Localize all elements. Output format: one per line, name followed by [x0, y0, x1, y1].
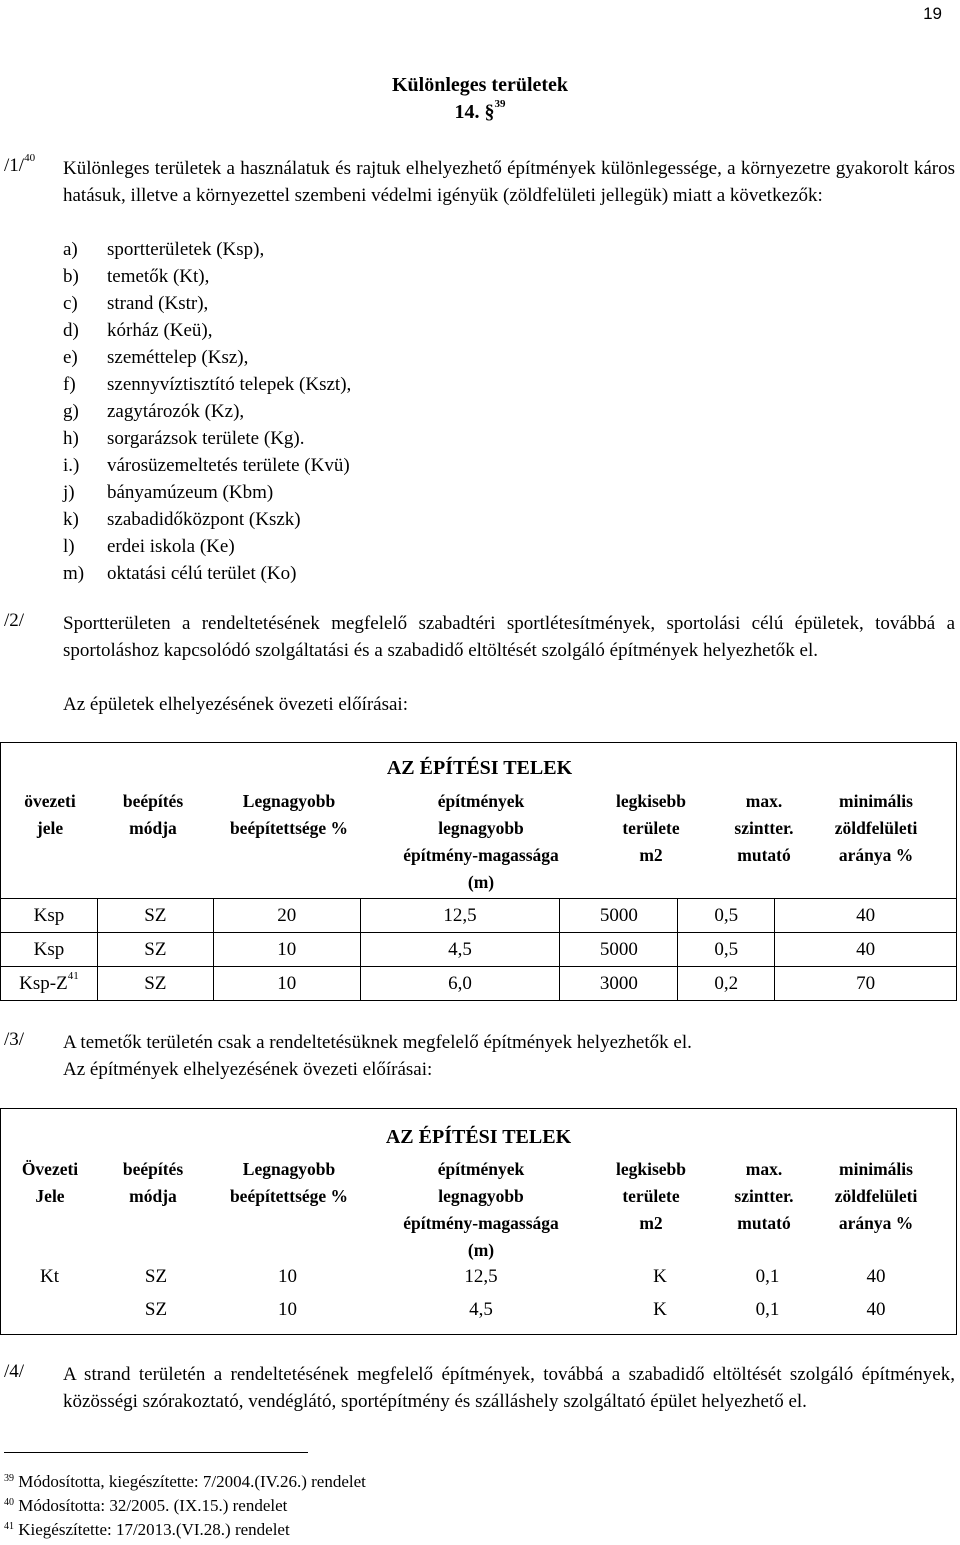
- zone-list-label: l): [63, 536, 75, 557]
- zone-list-label: a): [63, 239, 78, 260]
- zone-list-text: szabadidőközpont (Kszk): [107, 509, 301, 530]
- zone-list-text: temetők (Kt),: [107, 266, 210, 287]
- paragraph-3-text: A temetők területén csak a rendeltetésüknek megfelelő építmények helyezhetők el.: [63, 1032, 692, 1053]
- zone-list-label: e): [63, 347, 78, 368]
- footnote-41: $^{41}$ Kiegészítette: 17/2013.(VI.28.) rendelet: [4, 1520, 290, 1539]
- zone-list-label: h): [63, 428, 79, 449]
- table2-header-cell: max. szintter. mutató: [734, 1159, 794, 1233]
- footnote-separator: [4, 1452, 308, 1453]
- table-cell: SZ: [144, 1266, 168, 1287]
- zone-list-label: m): [63, 563, 85, 584]
- table2-header-cell: minimális zöldfelületi aránya %: [834, 1159, 918, 1233]
- table-cell: 40: [866, 1299, 886, 1320]
- zone-list-item: [63, 452, 351, 479]
- table-cell: 5000: [560, 899, 678, 933]
- zone-list-item: [63, 425, 351, 452]
- paragraph-3-subtext: Az építmények elhelyezésének övezeti előírásai:: [63, 1059, 433, 1080]
- zone-list-item: [63, 398, 351, 425]
- table-cell: SZ: [97, 899, 213, 933]
- table-cell: K: [653, 1266, 667, 1287]
- table-2-group-title: AZ ÉPÍTÉSI TELEK: [385, 1126, 572, 1148]
- table1-header-cell: minimális zöldfelületi aránya %: [834, 791, 918, 865]
- table1-header-cell: övezeti jele: [24, 791, 76, 838]
- zone-list: [63, 236, 351, 587]
- table-cell: 5000: [560, 933, 678, 967]
- table2-header-cell: beépítés módja: [122, 1159, 184, 1206]
- table-cell: Ksp: [1, 899, 98, 933]
- table-cell: 40: [866, 1266, 886, 1287]
- zone-list-text: szennyvíztisztító telepek (Kszt),: [107, 374, 352, 395]
- zone-list-label: f): [63, 374, 76, 395]
- table1-header-cell: Legnagyobb beépítettsége %: [229, 791, 349, 838]
- table-cell: 6,0: [360, 967, 560, 1001]
- table1-header-cell: beépítés módja: [122, 791, 184, 838]
- table-cell: 10: [213, 967, 360, 1001]
- zone-list-text: szeméttelep (Ksz),: [107, 347, 249, 368]
- table1-header-cell: legkisebb területe m2: [615, 791, 687, 865]
- section-sign: §: [484, 101, 495, 123]
- zone-list-text: oktatási célú terület (Ko): [107, 563, 297, 584]
- zone-list-item: [63, 560, 351, 587]
- section-heading: [0, 98, 960, 124]
- table-cell: Ksp-$Z^{41}$: [1, 967, 98, 1001]
- zone-list-label: b): [63, 266, 79, 287]
- zone-list-item: [63, 506, 351, 533]
- zone-list-item: [63, 479, 351, 506]
- table-cell: 40: [775, 899, 957, 933]
- zone-list-text: kórház (Keü),: [107, 320, 213, 341]
- table-cell: 10: [278, 1266, 297, 1287]
- paragraph-1-text: Különleges területek a használatuk és rajtuk elhelyezhető építmények különlegessége, a környezetre gyakorolt káros hatásuk, illetve a környezettel szembeni védelmi igényük (zöldfelületi jellegük) miatt a következők:: [63, 158, 955, 206]
- zone-list-text: erdei iskola (Ke): [107, 536, 235, 557]
- table-cell: 4,5: [469, 1299, 493, 1320]
- zone-list-label: d): [63, 320, 79, 341]
- table-cell: Ksp: [1, 933, 98, 967]
- footnote-ref-41: 41: [67, 969, 79, 982]
- zoning-table-2: [0, 1108, 957, 1335]
- table-cell: 10: [213, 933, 360, 967]
- footnote-ref-39: 39: [494, 98, 506, 110]
- table2-header-cell: Legnagyobb beépítettsége %: [229, 1159, 349, 1206]
- table-cell: 0,5: [678, 899, 775, 933]
- paragraph-2-text: Sportterületen a rendeltetésének megfelelő szabadtéri sportlétesítmények, sportolási célú épületek, továbbá a sportoláshoz kapcsolódó szolgáltatási és a szabadidő eltöltését szolgáló építmények helyezhetők el.: [63, 613, 955, 661]
- table-cell: SZ: [97, 933, 213, 967]
- table-cell: 20: [213, 899, 360, 933]
- table-cell: 0,5: [678, 933, 775, 967]
- table-cell: 0,1: [755, 1299, 780, 1320]
- zone-list-label: i.): [63, 455, 80, 476]
- table-cell: 0,2: [678, 967, 775, 1001]
- table-cell: 0,1: [755, 1266, 780, 1287]
- table-cell: 12,5: [360, 899, 560, 933]
- table-row: [1, 967, 957, 1001]
- zone-list-label: c): [63, 293, 78, 314]
- table-cell: SZ: [97, 967, 213, 1001]
- zone-list-item: [63, 344, 351, 371]
- paragraph-4-text: A strand területén a rendeltetésének megfelelő építmények, továbbá a szabadidő eltöltését szolgáló építmények, közösségi szórakoztató, vendéglátó, sportépítmény és szálláshely szolgáltató épület helyezhető el.: [63, 1364, 955, 1412]
- zone-list-text: zagytározók (Kz),: [107, 401, 245, 422]
- zone-list-item: [63, 236, 351, 263]
- footnote-39: $^{39}$ Módosította, kiegészítette: 7/2004.(IV.26.) rendelet: [4, 1472, 366, 1491]
- zone-list-text: sorgarázsok területe (Kg).: [107, 428, 305, 449]
- table-row: [1, 899, 957, 933]
- section-title: Különleges területek: [391, 74, 569, 96]
- table1-header-cell: építmények legnagyobb építmény-magassága (m): [403, 791, 559, 892]
- paragraph-2-subtext: Az épületek elhelyezésének övezeti előírásai:: [63, 694, 408, 715]
- zone-list-label: k): [63, 509, 79, 530]
- zone-list-text: sportterületek (Ksp),: [107, 239, 265, 260]
- page-number: 19: [923, 4, 942, 23]
- table-cell: 12,5: [464, 1266, 498, 1287]
- zone-list-text: bányamúzeum (Kbm): [107, 482, 274, 503]
- table2-header-cell: Övezeti Jele: [21, 1159, 79, 1206]
- paragraph-2-number: /2/: [4, 610, 25, 631]
- zone-list-text: városüzemeltetés területe (Kvü): [107, 455, 350, 476]
- zone-list-item: [63, 317, 351, 344]
- paragraph-3-number: /3/: [4, 1029, 25, 1050]
- zone-list-text: strand (Kstr),: [107, 293, 209, 314]
- table-cell: 40: [775, 933, 957, 967]
- section-number: 14.: [454, 101, 480, 123]
- paragraph-4-number: /4/: [4, 1361, 25, 1382]
- table-cell: SZ: [144, 1299, 168, 1320]
- table-cell: K: [653, 1299, 667, 1320]
- table-1-header: [1, 743, 957, 899]
- zone-list-item: [63, 290, 351, 317]
- zone-list-label: g): [63, 401, 79, 422]
- table2-header-cell: építmények legnagyobb építmény-magassága (m): [403, 1159, 559, 1260]
- zone-list-label: j): [63, 482, 75, 503]
- footnote-40: $^{40}$ Módosította: 32/2005. (IX.15.) rendelet: [4, 1496, 288, 1515]
- zoning-table-1: [0, 742, 957, 1001]
- paragraph-1-number: /1/$^{40}$: [4, 152, 36, 176]
- table2-header-cell: legkisebb területe m2: [615, 1159, 687, 1233]
- table-cell: 4,5: [360, 933, 560, 967]
- table-1-group-title: AZ ÉPÍTÉSI TELEK: [386, 757, 573, 779]
- table-cell: 10: [278, 1299, 297, 1320]
- zone-list-item: [63, 371, 351, 398]
- zone-list-item: [63, 263, 351, 290]
- table1-header-cell: max. szintter. mutató: [734, 791, 794, 865]
- table-cell: 3000: [560, 967, 678, 1001]
- table-cell: Kt: [40, 1266, 59, 1287]
- table-cell: 70: [775, 967, 957, 1001]
- table-row: [1, 933, 957, 967]
- zone-list-item: [63, 533, 351, 560]
